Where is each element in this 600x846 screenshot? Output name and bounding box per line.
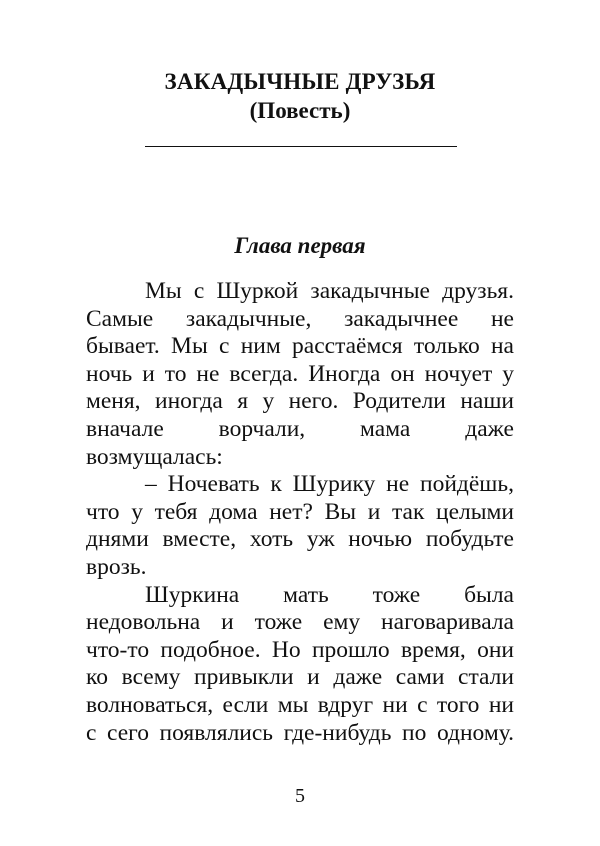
chapter-body [86, 278, 514, 747]
title-divider [145, 146, 457, 147]
text-line: ко всему привыкли и даже сами стали [86, 664, 514, 691]
text-line: ночь и то не всегда. Иногда он ночует у [86, 360, 514, 387]
text-line: – Ночевать к Шурику не пойдёшь, [145, 471, 514, 498]
page-number: 5 [295, 785, 305, 807]
text-line: волноваться, если мы вдруг ни с того ни [86, 691, 514, 718]
book-subtitle: (Повесть) [249, 98, 351, 123]
text-line: Шуркина мать тоже была [145, 581, 514, 608]
book-title: ЗАКАДЫЧНЫЕ ДРУЗЬЯ [164, 69, 436, 94]
text-line: что-то подобное. Но прошло время, они [86, 636, 514, 663]
text-line: меня, иногда я у него. Родители наши [86, 388, 514, 415]
text-line: что у тебя дома нет? Вы и так целыми [86, 498, 514, 525]
text-line: с сего появлялись где-нибудь по одному. [86, 719, 514, 746]
text-line: бывает. Мы с ним расстаёмся только на [86, 333, 514, 360]
text-line: Самые закадычные, закадычнее не [86, 305, 514, 332]
text-line: врозь. [86, 553, 147, 580]
text-line: недовольна и тоже ему наговаривала [86, 609, 514, 636]
text-line: днями вместе, хоть уж ночью побудьте [86, 526, 514, 553]
chapter-heading: Глава первая [234, 233, 366, 258]
text-line: вначале ворчали, мама даже [86, 415, 514, 442]
text-line: возмущалась: [86, 443, 223, 470]
text-line: Мы с Шуркой закадычные друзья. [145, 278, 514, 304]
